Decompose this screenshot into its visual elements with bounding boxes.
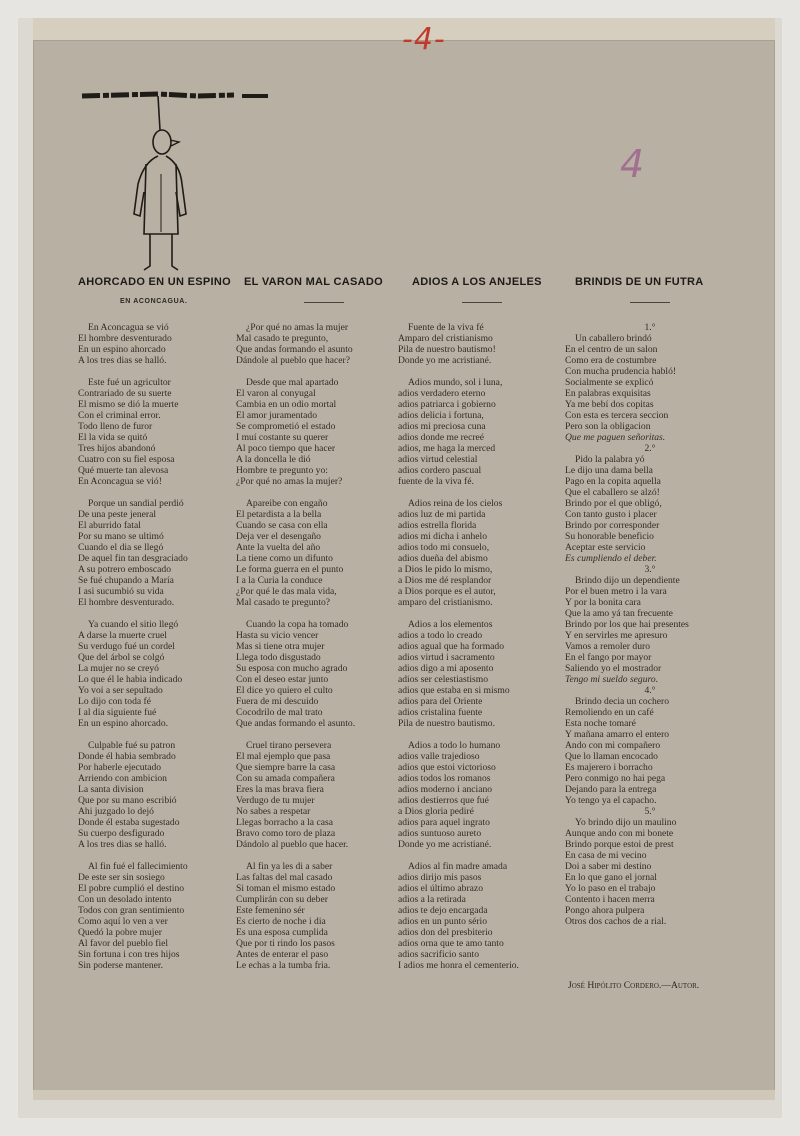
hanged-man-woodcut: [78, 84, 268, 284]
verse-line: Que andas formando el asunto.: [236, 718, 356, 729]
verse-line: Como era de costumbre: [565, 355, 657, 366]
verse-line: fuente de la viva fé.: [398, 476, 474, 487]
verse-line: Esta noche tomaré: [565, 718, 636, 729]
verse-line: adios dirijo mis pasos: [398, 872, 482, 883]
verse-line: Ya me bebí dos copitas: [565, 399, 654, 410]
verse-line: ¿Por qué le das mala vida,: [236, 586, 337, 597]
verse-line: a Dios me dé resplandor: [398, 575, 492, 586]
toast-number: 4.°: [644, 685, 656, 696]
verse-line: De una peste jeneral: [78, 509, 157, 520]
verse-line: Que andas formando el asunto: [236, 344, 353, 355]
verse-line: I adios me honra el cementerio.: [398, 960, 519, 971]
verse-line: Sin fortuna i con tres hijos: [78, 949, 180, 960]
heading-col1: AHORCADO EN UN ESPINO: [78, 276, 231, 288]
verse-line: Saliendo yo el mostrador: [565, 663, 662, 674]
verse-line: Todos con gran sentimiento: [78, 905, 185, 916]
verse-line: Sin poderse mantener.: [78, 960, 163, 971]
verse-line: Y mañana amarro el entero: [565, 729, 670, 740]
verse-line: adios digo a mi aposento: [398, 663, 494, 674]
author-signature: José Hipólito Cordero.—Autor.: [568, 980, 700, 991]
verse-line: El hombre desventurado: [78, 333, 172, 344]
poem-column-2: [236, 322, 355, 982]
verse-line: Cuando la copa ha tomado: [246, 619, 349, 630]
verse-line: El aburrido fatal: [78, 520, 141, 531]
verse-line: Ahi juzgado lo dejó: [78, 806, 154, 817]
verse-line: Contento i hacen merra: [565, 894, 655, 905]
verse-line: Al favor del pueblo fiel: [78, 938, 169, 949]
verse-line: I a la Curia la conduce: [236, 575, 323, 586]
stanza: [398, 322, 519, 366]
stanza: [236, 619, 355, 729]
verse-line: Al fin fué el fallecimiento: [88, 861, 188, 872]
verse-line: Es cierto de noche i dia: [236, 916, 326, 927]
verse-line: adios mi dicha i anhelo: [398, 531, 487, 542]
verse-line: Con mucha prudencia habló!: [565, 366, 677, 377]
verse-line: Es una esposa cumplida: [236, 927, 328, 938]
verse-line: Llegas borracho a la casa: [236, 817, 333, 828]
stanza: [78, 861, 188, 971]
verse-line: adios todo mi consuelo,: [398, 542, 490, 553]
verse-line: Las faltas del mal casado: [236, 872, 333, 883]
verse-line: Le echas a la tumba fria.: [236, 960, 331, 971]
verse-line: Tres hijos abandonó: [78, 443, 156, 454]
verse-line: adios don del presbiterio: [398, 927, 493, 938]
verse-line: adios verdadero eterno: [398, 388, 486, 399]
verse-line: Se comprometió el estado: [236, 421, 336, 432]
page-number-mark: -4-: [402, 22, 446, 57]
verse-line: Que siempre barre la casa: [236, 762, 336, 773]
verse-line: Aunque ando con mi bonete: [565, 828, 674, 839]
toast-number: 3.°: [644, 564, 656, 575]
verse-line: Pido la palabra yó: [575, 454, 645, 465]
verse-line: Dándolo al pueblo que hacer.: [236, 839, 349, 850]
verse-line: Pero conmigo no hai pega: [565, 773, 666, 784]
verse-line: ¿Por qué no amas la mujer?: [236, 476, 343, 487]
heading-col1-subtitle: EN ACONCAGUA.: [120, 298, 188, 305]
verse-closing-line: Es cumpliendo el deber.: [565, 553, 657, 564]
verse-line: Al poco tiempo que hacer: [236, 443, 336, 454]
stanza: [236, 498, 355, 608]
verse-line: Este femenino sér: [236, 905, 305, 916]
verse-line: Adios a todo lo humano: [408, 740, 501, 751]
verse-line: Donde él estaba sugestado: [78, 817, 180, 828]
verse-line: Fuente de la viva fé: [408, 322, 484, 333]
verse-line: Como aquí lo ven a ver: [78, 916, 168, 927]
verse-line: Fuera de mi descuido: [236, 696, 319, 707]
verse-line: El pobre cumplió el destino: [78, 883, 185, 894]
verse-line: Pila de nuestro bautismo.: [398, 718, 495, 729]
verse-line: En el fango por mayor: [565, 652, 652, 663]
verse-line: Donde yo me acristiané.: [398, 839, 492, 850]
verse-line: Mal casado te pregunto,: [236, 333, 329, 344]
verse-line: Cambia en un odio mortal: [236, 399, 337, 410]
verse-line: Apareibe con engaño: [246, 498, 328, 509]
verse-line: El mismo se dió la muerte: [78, 399, 179, 410]
verse-line: adios que estoi victorioso: [398, 762, 496, 773]
verse-line: Con un desolado intento: [78, 894, 172, 905]
verse-line: adios agual que ha formado: [398, 641, 505, 652]
verse-line: Dándole al pueblo que hacer?: [236, 355, 351, 366]
verse-line: Brindo por los que hai presentes: [565, 619, 689, 630]
pencil-number-mark: 4: [620, 142, 645, 186]
stanza: [236, 377, 355, 487]
stanza: [236, 322, 355, 366]
verse-line: Por su mano se ultimó: [78, 531, 164, 542]
verse-line: Arriendo con ambicion: [78, 773, 167, 784]
verse-line: De este ser sin sosiego: [78, 872, 165, 883]
verse-line: adios, me haga la merced: [398, 443, 496, 454]
poem-column-1: [78, 322, 188, 982]
verse-line: adios mi preciosa cuna: [398, 421, 486, 432]
verse-line: A su potrero emboscado: [78, 564, 171, 575]
verse-line: adios que estaba en si mismo: [398, 685, 510, 696]
verse-line: En casa de mi vecino: [565, 850, 647, 861]
verse-line: Su esposa con mucho agrado: [236, 663, 348, 674]
verse-line: Lo que él le habia indicado: [78, 674, 183, 685]
verse-line: En un espino ahorcado: [78, 344, 166, 355]
verse-line: El mal ejemplo que pasa: [236, 751, 331, 762]
verse-line: Mal casado te pregunto?: [236, 597, 331, 608]
verse-line: Hasta su vicio vencer: [236, 630, 319, 641]
verse-line: adios cristalina fuente: [398, 707, 483, 718]
verse-line: Desde que mal apartado: [246, 377, 339, 388]
verse-line: La tiene como un difunto: [236, 553, 333, 564]
verse-line: Deja ver el desengaño: [236, 531, 321, 542]
verse-line: En Aconcagua se vió!: [78, 476, 162, 487]
verse-line: Pero son la obligacion: [565, 421, 651, 432]
verse-line: El la vida se quitó: [78, 432, 148, 443]
verse-line: Brindo porque estoi de prest: [565, 839, 674, 850]
verse-line: Que del árbol se colgó: [78, 652, 165, 663]
verse-line: Pago en la copita aquella: [565, 476, 661, 487]
verse-line: Es majerero i borracho: [565, 762, 653, 773]
verse-line: Cuando se casa con ella: [236, 520, 328, 531]
verse-line: adios destierros que fué: [398, 795, 489, 806]
verse-line: Al fin ya les di a saber: [246, 861, 333, 872]
verse-line: I muí costante su querer: [236, 432, 329, 443]
verse-line: Verdugo de tu mujer: [236, 795, 315, 806]
verse-line: Su verdugo fué un cordel: [78, 641, 175, 652]
verse-line: El petardista a la bella: [236, 509, 322, 520]
verse-line: Le forma guerra en el punto: [236, 564, 344, 575]
verse-line: Lo dijo con toda fé: [78, 696, 151, 707]
verse-line: Adios reina de los cielos: [408, 498, 503, 509]
verse-line: Mas si tiene otra mujer: [236, 641, 325, 652]
verse-line: Pila de nuestro bautismo!: [398, 344, 496, 355]
poem-column-3: [398, 322, 519, 982]
verse-line: Yo voi a ser sepultado: [78, 685, 163, 696]
verse-line: Brindo dijo un dependiente: [575, 575, 680, 586]
verse-line: adios te dejo encargada: [398, 905, 488, 916]
verse-line: Llega todo disgustado: [236, 652, 321, 663]
stanza: [398, 498, 519, 608]
verse-line: adios moderno i anciano: [398, 784, 493, 795]
stanza: [398, 861, 519, 971]
verse-line: Brindo por corresponder: [565, 520, 660, 531]
verse-line: A la doncella le dió: [236, 454, 311, 465]
stanza: [398, 619, 519, 729]
verse-line: Este fué un agricultor: [88, 377, 171, 388]
verse-line: Le dijo una dama bella: [565, 465, 653, 476]
verse-line: Quedó la pobre mujer: [78, 927, 162, 938]
verse-line: En Aconcagua se vió: [88, 322, 169, 333]
verse-line: Se fué chupando a María: [78, 575, 174, 586]
verse-line: Otros dos cachos de a rial.: [565, 916, 667, 927]
verse-line: Que lo llaman encocado: [565, 751, 658, 762]
verse-line: Pongo ahora pulpera: [565, 905, 645, 916]
verse-line: adios delicia i fortuna,: [398, 410, 484, 421]
verse-line: Yo brindo dijo un maulino: [575, 817, 677, 828]
stanza: [78, 322, 188, 366]
verse-line: adios a la retirada: [398, 894, 466, 905]
verse-line: La santa division: [78, 784, 144, 795]
verse-line: adios dueña del abismo: [398, 553, 488, 564]
verse-line: Que el caballero se alzó!: [565, 487, 660, 498]
verse-closing-line: Que me paguen señoritas.: [565, 432, 666, 443]
verse-line: a Dios porque es el autor,: [398, 586, 496, 597]
verse-line: Con el deseo estar junto: [236, 674, 329, 685]
verse-line: I al dia siguiente fué: [78, 707, 157, 718]
verse-line: Vamos a remoler duro: [565, 641, 650, 652]
heading-rule-col4: [575, 302, 725, 303]
verse-line: El hombre desventurado.: [78, 597, 175, 608]
verse-line: Donde yo me acristiané.: [398, 355, 492, 366]
verse-line: adios sacrificio santo: [398, 949, 479, 960]
stanza: [236, 740, 355, 850]
verse-line: Que por ti rindo los pasos: [236, 938, 335, 949]
verse-line: Antes de enterar el paso: [236, 949, 329, 960]
stanza: [78, 740, 188, 850]
verse-line: a Dios gloria pediré: [398, 806, 474, 817]
stanza: [78, 498, 188, 608]
heading-col2: EL VARON MAL CASADO: [244, 276, 383, 288]
verse-line: No sabes a respetar: [236, 806, 311, 817]
verse-line: Ante la vuelta del año: [236, 542, 321, 553]
verse-line: adios cordero pascual: [398, 465, 482, 476]
verse-line: a Dios le pido lo mismo,: [398, 564, 493, 575]
verse-line: Adios al fin madre amada: [408, 861, 508, 872]
verse-line: adios virtud celestial: [398, 454, 478, 465]
toast-number: 5.°: [644, 806, 656, 817]
verse-line: Y en servirles me apresuro: [565, 630, 668, 641]
verse-line: El amor juramentado: [236, 410, 317, 421]
verse-line: Bravo como toro de plaza: [236, 828, 336, 839]
verse-line: adios a todo lo creado: [398, 630, 483, 641]
verse-line: Que por su mano escribió: [78, 795, 177, 806]
verse-line: adios orna que te amo tanto: [398, 938, 504, 949]
verse-line: Ya cuando el sitio llegó: [88, 619, 179, 630]
verse-line: Cuando el dia se llegó: [78, 542, 164, 553]
verse-line: Remoliendo en un café: [565, 707, 654, 718]
verse-line: Cumplirán con su deber: [236, 894, 328, 905]
verse-line: Doi a saber mi destino: [565, 861, 652, 872]
verse-line: I asi sucumbió su vida: [78, 586, 164, 597]
verse-line: Con el criminal error.: [78, 410, 161, 421]
verse-line: Con tanto gusto i placer: [565, 509, 657, 520]
verse-line: El varon al conyugal: [236, 388, 316, 399]
stanza: [78, 377, 188, 487]
verse-line: Adios a los elementos: [408, 619, 493, 630]
verse-line: En un espino ahorcado.: [78, 718, 169, 729]
verse-line: adios virtud i sacramento: [398, 652, 495, 663]
verse-line: Brindo por el que obligó,: [565, 498, 662, 509]
verse-line: Yo tengo ya el capacho.: [565, 795, 657, 806]
verse-line: La mujer no se creyó: [78, 663, 159, 674]
verse-line: Su honorable beneficio: [565, 531, 654, 542]
verse-line: Contrariado de su suerte: [78, 388, 172, 399]
verse-line: Y por la bonita cara: [565, 597, 641, 608]
verse-line: En palabras exquisitas: [565, 388, 651, 399]
verse-line: Su cuerpo desfigurado: [78, 828, 165, 839]
heading-rule-col3: [412, 302, 552, 303]
verse-line: Por haberle ejecutado: [78, 762, 162, 773]
verse-line: Cruel tirano persevera: [246, 740, 332, 751]
verse-line: adios luz de mi partida: [398, 509, 486, 520]
verse-line: adios para del Oriente: [398, 696, 483, 707]
verse-line: Adios mundo, sol i luna,: [408, 377, 503, 388]
verse-line: Qué muerte tan alevosa: [78, 465, 169, 476]
stanza: [398, 377, 519, 487]
verse-line: adios para aquel ingrato: [398, 817, 490, 828]
verse-line: Ando con mi compañero: [565, 740, 661, 751]
toast-number: 2.°: [644, 443, 656, 454]
verse-line: adios donde me recreé: [398, 432, 485, 443]
verse-line: Todo lleno de furor: [78, 421, 153, 432]
verse-line: Eres la mas brava fiera: [236, 784, 324, 795]
verse-line: adios todos los romanos: [398, 773, 491, 784]
heading-rule-col2: [244, 302, 404, 303]
verse-line: amparo del cristianismo.: [398, 597, 493, 608]
verse-line: A los tres dias se halló.: [78, 839, 167, 850]
bottom-strip: [33, 1090, 775, 1100]
verse-line: A los tres dias se halló.: [78, 355, 167, 366]
verse-line: Porque un sandial perdió: [88, 498, 184, 509]
verse-line: Por el buen metro i la vara: [565, 586, 667, 597]
verse-line: Un caballero brindó: [575, 333, 652, 344]
verse-line: Donde él habia sembrado: [78, 751, 176, 762]
verse-line: Brindo decia un cochero: [575, 696, 670, 707]
verse-line: Si toman el mismo estado: [236, 883, 336, 894]
verse-line: El dice yo quiero el culto: [236, 685, 333, 696]
column-headings: [78, 276, 728, 316]
heading-col4: BRINDIS DE UN FUTRA: [575, 276, 704, 288]
verse-line: adios estrella florida: [398, 520, 477, 531]
verse-line: En el centro de un salon: [565, 344, 658, 355]
verse-line: Con su amada compañera: [236, 773, 335, 784]
poem-column-4: [565, 322, 705, 927]
verse-line: ¿Por qué no amas la mujer: [246, 322, 349, 333]
stanza: [236, 861, 355, 971]
verse-line: adios en un punto sério: [398, 916, 487, 927]
verse-line: Amparo del cristianismo: [398, 333, 493, 344]
verse-line: Con esta es tercera seccion: [565, 410, 669, 421]
verse-line: adios ser celestiastismo: [398, 674, 489, 685]
verse-line: Socialmente se explicó: [565, 377, 654, 388]
verse-line: Yo lo paso en el trabajo: [565, 883, 656, 894]
verse-line: Hombre te pregunto yo:: [236, 465, 328, 476]
stanza: [78, 619, 188, 729]
toast-number: 1.°: [644, 322, 656, 333]
verse-line: Aceptar este servicio: [565, 542, 646, 553]
verse-line: adios suntuoso aureto: [398, 828, 482, 839]
verse-line: Cocodrilo de mal trato: [236, 707, 323, 718]
stanza: [398, 740, 519, 850]
verse-line: adios patriarca i gobierno: [398, 399, 496, 410]
verse-line: Dejando para la entrega: [565, 784, 657, 795]
verse-line: En lo que gano el jornal: [565, 872, 657, 883]
heading-col3: ADIOS A LOS ANJELES: [412, 276, 542, 288]
verse-line: Cuatro con su fiel esposa: [78, 454, 175, 465]
verse-line: adios el último abrazo: [398, 883, 483, 894]
verse-line: Culpable fué su patron: [88, 740, 176, 751]
verse-line: A darse la muerte cruel: [78, 630, 167, 641]
verse-closing-line: Tengo mi sueldo seguro.: [565, 674, 659, 685]
verse-line: Que la amo yá tan frecuente: [565, 608, 673, 619]
verse-line: De aquel fin tan desgraciado: [78, 553, 188, 564]
verse-line: adios valle trajedioso: [398, 751, 480, 762]
